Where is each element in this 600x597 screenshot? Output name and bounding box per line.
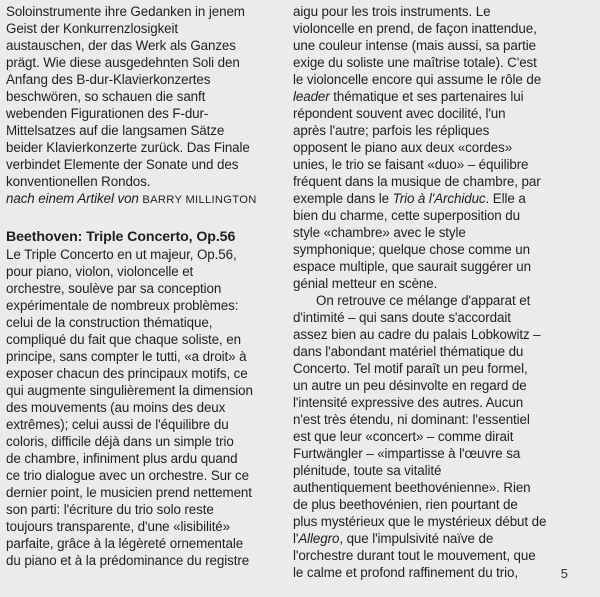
text-line [293,88,581,105]
text-line: ce trio dialogue avec un orchestre. Sur ce [6,468,249,483]
text-line: plus mystérieux que le mystérieux début de [293,514,547,529]
text-line: exposer chacun des principaux motifs, ce [6,366,248,381]
text-line: est que leur «concert» – comme dirait [293,429,514,444]
text-line [293,190,581,207]
text-line: Mittelsatzes auf die langsamen Sätze [6,123,225,138]
page-number: 5 [560,566,568,581]
text-line: répondent souvent avec docilité, l'un [293,106,506,121]
trio-prefix: exemple dans le [293,191,393,206]
text-line: assez bien au cadre du palais Lobkowitz – [293,327,541,342]
french-paragraph-1 [293,3,581,292]
text-line: son parti: l'écriture du trio solo reste [6,502,214,517]
leader-word: leader [293,89,330,104]
text-line: extrêmes); celui aussi de l'équilibre du [6,417,229,432]
text-line: de chambre, infiniment plus ardu quand [6,451,238,466]
text-line: verbindet Elemente der Sonate und des [6,157,239,172]
text-line: bien du charme, cette superposition du [293,208,520,223]
text-line: style «chambre» avec le style [293,225,466,240]
text-line: pour piano, violon, violoncelle et [6,264,194,279]
text-line: l'intensité expressive des autres. Aucun [293,395,524,410]
text-line: après l'autre; parfois les répliques [293,123,490,138]
text-line [293,530,581,547]
text-line: On retrouve ce mélange d'apparat et [316,293,531,308]
section-heading: Beethoven: Triple Concerto, Op.56 [6,229,236,245]
text-line: toujours transparente, d'une «lisibilité» [6,519,231,534]
text-line: l'orchestre durant tout le mouvement, que [293,548,536,563]
text-line: Soloinstrumente ihre Gedanken in jenem [6,4,245,19]
text-line: konventionellen Rondos. [6,174,151,189]
leader-rest: thématique et ses partenaires lui [329,89,524,104]
text-line: orchestre, soulève par sa conception [6,281,222,296]
text-line: expérimentale de nombreux problèmes: [6,298,239,313]
allegro-suffix: , que l'impulsivité naïve de [339,531,494,546]
text-line: webenden Figurationen des F-dur- [6,106,209,121]
text-line: celui de la construction thématique, [6,315,213,330]
text-line: symphonique; quelque chose comme un [293,242,530,257]
text-line: Furtwängler – «impartisse à l'œuvre sa [293,446,521,461]
text-line: d'intimité – qui sans doute s'accordait [293,310,511,325]
trio-suffix: . Elle a [485,191,526,206]
text-line: n'est très étendu, ni dominant: l'essentiel [293,412,530,427]
text-line: principe, sans compter le tutti, «a droit» à [6,349,247,364]
trio-title: Trio à l'Archiduc [392,191,486,206]
text-line: Geist der Konkurrenzlosigkeit [6,21,179,36]
text-line: unies, le trio se faisant «duo» – équilibre [293,157,529,172]
text-line: le calme et profond raffinement du trio, [293,565,519,580]
text-line: parfaite, grâce à la légèreté ornementale [6,536,244,551]
text-line: prägt. Wie diese ausgedehnten Soli den [6,55,240,70]
text-line: beider Klavierkonzerte zurück. Das Finale [6,140,250,155]
text-line: opposent le piano aux deux «cordes» [293,140,513,155]
paragraph-gap [6,207,278,224]
text-line: Concerto. Tel motif paraît un peu formel, [293,361,528,376]
text-line: beschwören, so schauen die sanft [6,89,206,104]
text-line: du piano et à la prédominance du registre [6,553,250,568]
text-line: authentiquement beethovénienne». Rien [293,480,531,495]
text-line: austauschen, der das Werk als Ganzes [6,38,236,53]
allegro-word: Allegro [298,531,340,546]
attribution-author: BARRY MILLINGTON [142,194,257,206]
text-line: le violoncelle encore qui assume le rôle de [293,72,542,87]
attribution [6,190,278,207]
text-line: aigu pour les trois instruments. Le [293,4,491,19]
text-line: génial metteur en scène. [293,276,438,291]
text-line: Anfang des B-dur-Klavierkonzertes [6,72,211,87]
left-column [6,3,278,569]
right-column [293,3,581,581]
text-line: des mouvements (au moins des deux [6,400,226,415]
attribution-prefix: nach einem Artikel von [6,191,143,206]
text-line: un autre un peu désinvolte en regard de [293,378,527,393]
french-paragraph-2 [293,292,581,581]
text-line: de plus beethovénien, rien pourtant de [293,497,518,512]
french-body-text [6,246,278,569]
text-line: espace multiple, que saurait suggérer un [293,259,531,274]
text-line: qui augmente singulièrement la dimension [6,383,253,398]
text-line: fréquent dans la musique de chambre, par [293,174,541,189]
text-line: violoncelle en prend, de façon inattendue, [293,21,537,36]
text-line: exige du soliste une maîtrise totale). C'est [293,55,537,70]
allegro-prefix: l' [293,531,299,546]
text-line: compliqué du fait que chaque soliste, en [6,332,241,347]
text-line: une couleur intense (mais aussi, sa partie [293,38,536,53]
text-line: dans l'abondant matériel thématique du [293,344,524,359]
text-line: dernier point, le musicien prend nettement [6,485,252,500]
german-intro-text [6,3,278,207]
text-line: plénitude, toute sa vitalité [293,463,442,478]
text-line: coloris, difficile déjà dans un simple trio [6,434,234,449]
text-line: Le Triple Concerto en ut majeur, Op.56, [6,247,237,262]
